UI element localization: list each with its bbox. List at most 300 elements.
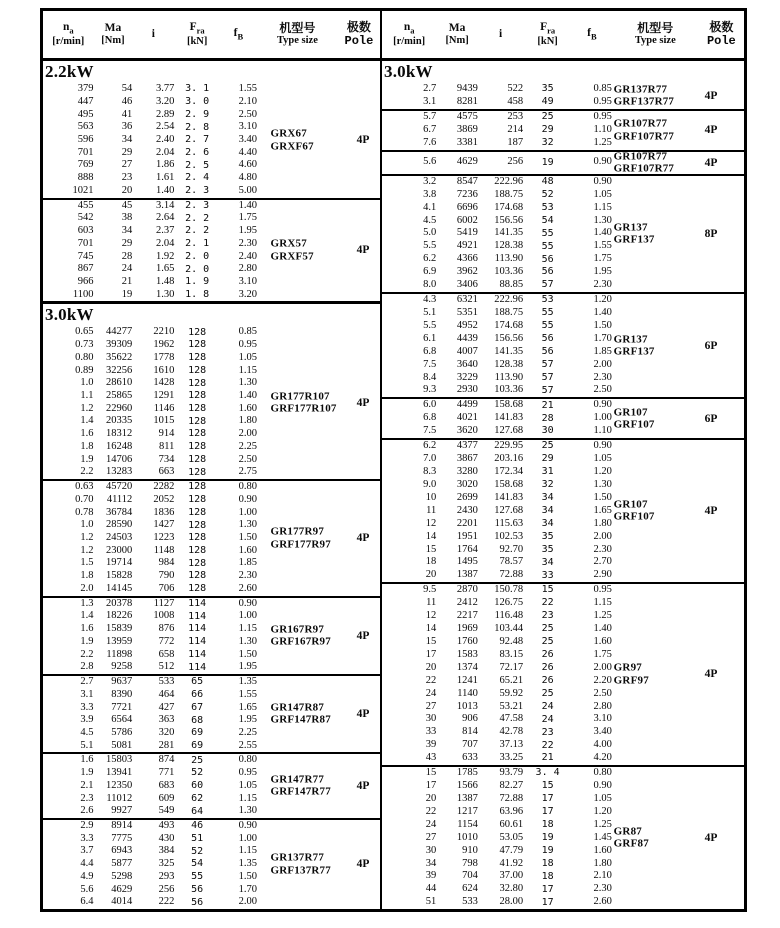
cell-radial-force: 17 [541, 896, 554, 908]
cell-torque: 23000 [106, 544, 133, 556]
cell-ratio: 493 [158, 820, 175, 832]
cell-torque: 15803 [106, 754, 133, 766]
cell-service-factor: 1.05 [593, 188, 612, 200]
cell-service-factor: 0.85 [238, 326, 257, 338]
cell-service-factor: 1.50 [238, 532, 257, 544]
cell-speed: 3.1 [423, 96, 437, 108]
cell-ratio: 92.70 [499, 543, 524, 555]
cell-radial-force: 57 [541, 358, 554, 370]
cell-speed: 3.1 [80, 688, 94, 700]
cell-service-factor: 1.60 [593, 635, 612, 647]
type-size-label [614, 150, 674, 175]
cell-speed: 34 [425, 857, 437, 869]
table-row [382, 569, 744, 582]
cell-torque: 8547 [456, 175, 478, 187]
cell-speed: 18 [425, 556, 437, 568]
table-row [43, 96, 380, 109]
cell-speed: 20 [425, 661, 437, 673]
cell-torque: 704 [462, 870, 478, 882]
table-row [43, 661, 380, 674]
cell-speed: 1.6 [80, 623, 94, 635]
type-size-block [382, 83, 744, 109]
cell-ratio: 60.61 [499, 818, 524, 830]
cell-torque: 3962 [456, 266, 478, 278]
table-row [43, 833, 380, 846]
cell-speed: 455 [77, 199, 94, 211]
cell-speed: 888 [77, 172, 94, 184]
cell-radial-force: 34 [541, 517, 554, 529]
table-row [382, 687, 744, 700]
cell-radial-force: 56 [541, 333, 554, 345]
type-size-label [614, 84, 674, 109]
cell-speed: 1.9 [80, 767, 94, 779]
table-row [382, 466, 744, 479]
cell-ratio: 683 [158, 779, 175, 791]
table-row [382, 883, 744, 896]
table-body-left [43, 61, 380, 909]
cell-speed: 27 [425, 831, 437, 843]
cell-ratio: 103.44 [494, 623, 524, 634]
cell-service-factor: 1.35 [238, 858, 257, 870]
table-row [382, 713, 744, 726]
cell-service-factor: 1.60 [238, 544, 257, 556]
cell-radial-force: 57 [541, 279, 554, 291]
cell-ratio: 141.83 [494, 412, 524, 424]
cell-torque: 14145 [106, 582, 133, 594]
cell-ratio: 229.95 [494, 440, 524, 452]
cell-ratio: 103.36 [494, 266, 524, 278]
type-size-block [382, 292, 744, 397]
cell-radial-force: 26 [541, 662, 554, 674]
cell-radial-force: 29 [541, 124, 554, 136]
cell-radial-force: 55 [191, 871, 204, 883]
cell-radial-force: 29 [541, 453, 554, 465]
cell-radial-force: 128 [188, 494, 207, 506]
type-size-line: GR107 [613, 406, 648, 419]
table-row [43, 326, 380, 339]
cell-speed: 2.7 [423, 83, 437, 95]
type-size-block [382, 150, 744, 174]
cell-ratio: 2052 [153, 493, 175, 505]
cell-radial-force: 2. 3 [185, 185, 210, 197]
cell-service-factor: 1.40 [593, 623, 612, 634]
cell-service-factor: 2.75 [238, 466, 257, 478]
col-header-radial-force: $F_{ra}$ [kN] [186, 20, 208, 47]
table-row [43, 225, 380, 238]
cell-service-factor: 2.80 [593, 700, 612, 712]
cell-service-factor: 2.55 [238, 739, 257, 751]
pole-label: 4P [356, 629, 370, 642]
cell-service-factor: 1.15 [238, 364, 257, 376]
cell-torque: 4921 [456, 240, 478, 252]
cell-radial-force: 1. 8 [185, 289, 210, 301]
cell-torque: 4499 [456, 399, 478, 411]
type-size-line: GR147R77 [270, 773, 325, 786]
cell-speed: 5.5 [423, 319, 437, 331]
cell-ratio: 1.92 [156, 250, 175, 262]
cell-torque: 2870 [456, 584, 478, 596]
cell-radial-force: 22 [541, 739, 554, 751]
cell-ratio: 78.57 [499, 556, 524, 568]
cell-radial-force: 128 [188, 453, 207, 465]
cell-speed: 4.4 [80, 858, 94, 870]
cell-torque: 2412 [456, 597, 478, 609]
cell-torque: 910 [462, 844, 478, 856]
cell-ratio: 141.83 [494, 491, 524, 503]
type-size-line: GRF107 [613, 510, 655, 523]
cell-torque: 4629 [456, 156, 478, 168]
cell-service-factor: 0.80 [593, 767, 612, 779]
cell-service-factor: 0.95 [593, 111, 612, 123]
cell-service-factor: 1.65 [593, 504, 612, 516]
cell-service-factor: 2.30 [593, 883, 612, 895]
table-row [43, 415, 380, 428]
cell-radial-force: 21 [541, 752, 554, 764]
cell-radial-force: 2. 3 [185, 199, 210, 211]
cell-torque: 20335 [106, 415, 133, 427]
cell-speed: 15 [425, 767, 437, 779]
cell-ratio: 2.89 [156, 108, 175, 120]
cell-service-factor: 0.90 [593, 156, 612, 168]
table-row [43, 494, 380, 507]
cell-service-factor: 1.50 [593, 491, 612, 503]
cell-torque: 624 [462, 883, 478, 895]
table-row [43, 598, 380, 611]
cell-ratio: 222.96 [494, 175, 524, 187]
cell-speed: 17 [425, 780, 437, 792]
cell-torque: 4021 [456, 412, 478, 424]
cell-ratio: 113.90 [494, 371, 524, 383]
cell-radial-force: 34 [541, 556, 554, 568]
cell-speed: 1.6 [80, 428, 94, 440]
cell-speed: 1.2 [80, 544, 94, 556]
cell-ratio: 128.38 [494, 358, 524, 370]
cell-ratio: 874 [158, 754, 175, 766]
cell-radial-force: 23 [541, 610, 554, 622]
cell-service-factor: 3.40 [238, 133, 257, 145]
type-size-label [614, 333, 655, 358]
cell-torque: 23 [121, 172, 133, 184]
cell-speed: 9.5 [423, 584, 437, 596]
table-row [382, 530, 744, 543]
cell-service-factor: 1.25 [593, 818, 612, 830]
cell-radial-force: 2. 7 [185, 134, 210, 146]
cell-torque: 6696 [456, 201, 478, 213]
cell-service-factor: 1.75 [238, 212, 257, 224]
cell-radial-force: 48 [541, 176, 554, 188]
table-row [382, 819, 744, 832]
cell-service-factor: 1.60 [593, 844, 612, 856]
cell-service-factor: 1.65 [238, 701, 257, 713]
cell-service-factor: 1.40 [593, 306, 612, 318]
cell-ratio: 59.92 [499, 687, 524, 699]
cell-ratio: 256 [507, 156, 524, 168]
cell-ratio: 37.13 [499, 739, 524, 751]
cell-ratio: 3.77 [156, 83, 175, 95]
type-size-line: GR87 [613, 825, 642, 838]
cell-radial-force: 17 [541, 793, 554, 805]
table-row [382, 857, 744, 870]
cell-torque: 1951 [456, 530, 478, 542]
cell-torque: 15839 [106, 623, 133, 635]
type-size-line: GRF147R87 [270, 714, 331, 727]
cell-service-factor: 1.55 [593, 240, 612, 252]
cell-service-factor: 1.55 [238, 688, 257, 700]
cell-radial-force: 18 [541, 857, 554, 869]
cell-speed: 1.6 [80, 754, 94, 766]
cell-radial-force: 69 [191, 727, 204, 739]
pole-label: 4P [356, 708, 370, 721]
cell-speed: 0.63 [75, 481, 94, 493]
cell-torque: 24503 [106, 532, 133, 544]
cell-torque: 25865 [106, 390, 133, 402]
cell-ratio: 3.20 [156, 95, 175, 107]
cell-torque: 3381 [456, 136, 478, 148]
cell-torque: 20378 [106, 597, 133, 609]
cell-service-factor: 2.25 [238, 440, 257, 452]
cell-speed: 1100 [72, 288, 94, 300]
cell-speed: 5.6 [423, 156, 437, 168]
cell-torque: 36784 [106, 506, 133, 518]
cell-torque: 533 [462, 896, 478, 908]
cell-torque: 1217 [456, 805, 478, 817]
cell-torque: 13959 [106, 635, 133, 647]
table-row [382, 896, 744, 909]
cell-radial-force: 34 [541, 492, 554, 504]
cell-ratio: 92.48 [499, 635, 524, 647]
cell-torque: 5298 [111, 870, 133, 882]
cell-torque: 54 [121, 83, 133, 95]
cell-speed: 3.7 [80, 845, 94, 857]
cell-ratio: 325 [158, 858, 175, 870]
cell-service-factor: 1.50 [238, 648, 257, 660]
cell-speed: 4.5 [80, 726, 94, 738]
cell-radial-force: 114 [188, 610, 207, 622]
cell-speed: 2.2 [80, 466, 94, 478]
cell-ratio: 1146 [153, 402, 175, 414]
cell-speed: 1.2 [80, 402, 94, 414]
cell-torque: 2930 [456, 384, 478, 396]
cell-radial-force: 60 [191, 780, 204, 792]
cell-speed: 5.5 [423, 240, 437, 252]
pole-label: 8P [704, 227, 718, 240]
cell-radial-force: 25 [541, 623, 554, 635]
cell-service-factor: 1.80 [593, 517, 612, 529]
cell-radial-force: 128 [188, 352, 207, 364]
cell-ratio: 658 [158, 648, 175, 660]
cell-service-factor: 1.10 [593, 123, 612, 135]
table-row [43, 481, 380, 494]
cell-radial-force: 54 [541, 214, 554, 226]
cell-radial-force: 19 [541, 156, 554, 168]
cell-ratio: 427 [158, 701, 175, 713]
cell-radial-force: 23 [541, 726, 554, 738]
cell-service-factor: 2.00 [593, 530, 612, 542]
cell-speed: 1.0 [80, 519, 94, 531]
cell-service-factor: 2.50 [238, 108, 257, 120]
cell-torque: 1140 [457, 687, 478, 699]
cell-service-factor: 2.30 [593, 371, 612, 383]
cell-torque: 39309 [106, 339, 133, 351]
cell-speed: 6.4 [80, 896, 94, 908]
table-row [43, 896, 380, 909]
cell-ratio: 1148 [153, 544, 175, 556]
cell-ratio: 914 [158, 428, 175, 440]
table-row [382, 517, 744, 530]
cell-torque: 5351 [456, 306, 478, 318]
cell-torque: 6002 [456, 214, 478, 226]
table-row [382, 726, 744, 739]
cell-service-factor: 1.00 [593, 412, 612, 424]
cell-service-factor: 1.60 [238, 402, 257, 414]
cell-radial-force: 68 [191, 714, 204, 726]
table-row [382, 214, 744, 227]
cell-service-factor: 2.30 [593, 279, 612, 291]
cell-speed: 24 [425, 818, 437, 830]
table-row [43, 557, 380, 570]
cell-ratio: 127.68 [494, 425, 524, 437]
table-row [382, 425, 744, 438]
cell-speed: 22 [425, 805, 437, 817]
table-row [382, 358, 744, 371]
table-row [382, 752, 744, 765]
cell-speed: 8.4 [423, 371, 437, 383]
cell-speed: 24 [425, 687, 437, 699]
cell-speed: 5.0 [423, 227, 437, 239]
cell-service-factor: 2.00 [593, 358, 612, 370]
cell-torque: 11012 [106, 792, 133, 804]
table-row [382, 492, 744, 505]
table-row [43, 147, 380, 160]
cell-ratio: 188.75 [494, 188, 524, 200]
cell-service-factor: 1.15 [238, 792, 257, 804]
cell-radial-force: 53 [541, 294, 554, 306]
table-row [382, 870, 744, 883]
cell-speed: 20 [425, 569, 437, 581]
cell-radial-force: 55 [541, 240, 554, 252]
cell-ratio: 2282 [153, 481, 175, 493]
cell-ratio: 28.00 [499, 896, 524, 908]
cell-ratio: 706 [158, 582, 175, 594]
cell-speed: 6.8 [423, 412, 437, 424]
table-row [43, 134, 380, 147]
cell-speed: 6.1 [423, 332, 437, 344]
cell-ratio: 2.40 [156, 133, 175, 145]
type-size-label [270, 128, 313, 153]
cell-service-factor: 3.10 [238, 276, 257, 288]
cell-speed: 11 [426, 504, 437, 516]
cell-torque: 34 [121, 225, 133, 237]
cell-speed: 2.3 [80, 792, 94, 804]
table-row [43, 159, 380, 172]
type-size-label [270, 623, 330, 648]
cell-radial-force: 35 [541, 543, 554, 555]
table-row [43, 676, 380, 689]
cell-ratio: 53.05 [499, 831, 524, 843]
cell-ratio: 984 [158, 557, 175, 569]
cell-torque: 906 [462, 713, 478, 725]
cell-ratio: 1.48 [156, 276, 175, 288]
cell-service-factor: 0.80 [238, 481, 257, 493]
cell-torque: 4439 [456, 332, 478, 344]
cell-speed: 745 [77, 250, 94, 262]
cell-speed: 1.4 [80, 610, 94, 622]
col-header-pole: 极数 Pole [344, 19, 374, 48]
cell-ratio: 113.90 [494, 253, 524, 265]
cell-service-factor: 1.95 [238, 661, 257, 673]
cell-ratio: 533 [158, 676, 175, 688]
table-row [382, 610, 744, 623]
cell-speed: 867 [77, 263, 94, 275]
cell-service-factor: 0.85 [593, 83, 612, 95]
cell-speed: 2.0 [80, 582, 94, 594]
table-row [382, 384, 744, 397]
cell-ratio: 127.68 [494, 504, 524, 516]
cell-speed: 0.80 [75, 351, 94, 363]
cell-speed: 1.3 [80, 597, 94, 609]
table-row [43, 238, 380, 251]
cell-radial-force: 114 [188, 623, 207, 635]
col-header-speed: $n_a$ [r/min] [393, 20, 426, 47]
cell-radial-force: 30 [541, 425, 554, 437]
cell-radial-force: 65 [191, 676, 204, 688]
cell-speed: 15 [425, 543, 437, 555]
cell-ratio: 128.38 [494, 240, 524, 252]
table-row [43, 250, 380, 263]
table-row [382, 739, 744, 752]
table-row [43, 200, 380, 213]
cell-radial-force: 114 [188, 636, 207, 648]
cell-service-factor: 1.85 [238, 557, 257, 569]
cell-radial-force: 56 [541, 266, 554, 278]
cell-speed: 7.5 [423, 358, 437, 370]
cell-ratio: 103.36 [494, 384, 524, 396]
cell-ratio: 222 [158, 896, 175, 908]
cell-speed: 7.5 [423, 425, 437, 437]
table-row [43, 172, 380, 185]
cell-service-factor: 0.90 [238, 597, 257, 609]
cell-ratio: 430 [158, 832, 175, 844]
table-row [43, 454, 380, 467]
table-row [43, 570, 380, 583]
cell-service-factor: 2.10 [238, 95, 257, 107]
cell-speed: 15 [425, 635, 437, 647]
cell-torque: 6321 [456, 294, 478, 306]
table-row [43, 83, 380, 96]
table-row [382, 111, 744, 124]
type-size-block [43, 198, 380, 302]
cell-radial-force: 25 [541, 440, 554, 452]
cell-service-factor: 3.40 [593, 726, 612, 738]
cell-service-factor: 1.30 [593, 478, 612, 490]
cell-speed: 0.78 [75, 506, 94, 518]
cell-ratio: 811 [159, 440, 175, 452]
cell-ratio: 1778 [153, 351, 175, 363]
cell-radial-force: 53 [541, 201, 554, 213]
cell-speed: 9.0 [423, 478, 437, 490]
cell-radial-force: 2. 0 [185, 263, 210, 275]
cell-torque: 2430 [456, 504, 478, 516]
cell-radial-force: 128 [188, 532, 207, 544]
cell-torque: 46 [121, 95, 133, 107]
cell-torque: 3869 [456, 123, 478, 135]
cell-radial-force: 128 [188, 377, 207, 389]
cell-speed: 563 [77, 121, 94, 133]
cell-service-factor: 2.70 [593, 556, 612, 568]
cell-torque: 18226 [106, 610, 133, 622]
cell-torque: 3867 [456, 453, 478, 465]
cell-service-factor: 2.50 [593, 384, 612, 396]
